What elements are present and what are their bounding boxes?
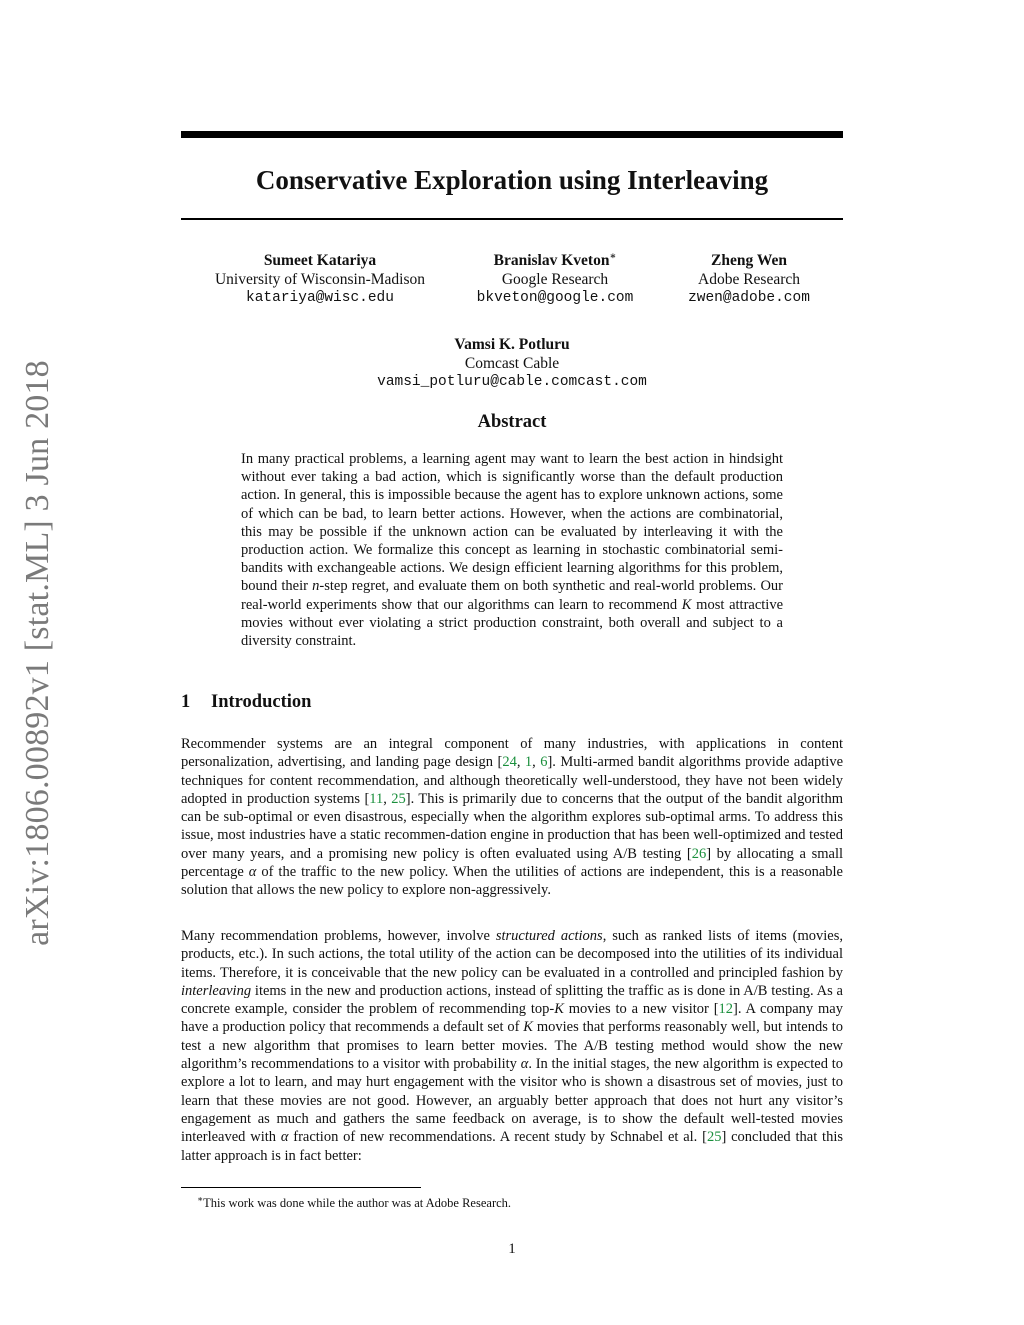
paper-title: Conservative Exploration using Interleaving	[255, 165, 769, 195]
section-number: 1	[181, 692, 191, 712]
author-block	[312, 335, 712, 392]
section-heading	[181, 692, 311, 713]
footnote-marker[interactable]: ∗	[609, 250, 617, 262]
citation-link[interactable]: 24	[502, 754, 517, 771]
abstract-heading: Abstract	[477, 412, 547, 432]
arxiv-identifier: arXiv:1806.00892v1 [stat.ML] 3 Jun 2018	[19, 359, 56, 946]
author-name: Sumeet Katariya	[263, 252, 377, 269]
author-block	[455, 251, 655, 308]
citation-link[interactable]: 11	[369, 790, 384, 807]
author-block	[190, 251, 450, 308]
arxiv-sidebar	[8, 350, 68, 955]
footnote-marker: ∗	[197, 1194, 204, 1204]
citation-link[interactable]: 25	[391, 790, 406, 807]
section-title: Introduction	[211, 692, 312, 712]
citation-link[interactable]: 12	[718, 1001, 734, 1018]
citation-link[interactable]: 25	[706, 1129, 722, 1146]
abstract-text: In many practical problems, a learning agent may want to learn the best action in hindsight without ever taking a bad action, which is significantly worse than the default production action. In general, this is impossible because the agent has to explore unknown actions, some of which can be bad, to learn better actions. However, when the actions are combinatorial, this may be possible if the unknown action can be evaluated by interleaving it with the production action. We formalize this concept as learning in stochastic combinatorial semi-bandits with exchangeable actions. We design efficient learning algorithms for this problem, bound their n-step regret, and evaluate them on both synthetic and real-world problems. Our real-world experiments show that our algorithms can learn to recommend K most attractive movies without ever violating a strict production constraint, both overall and subject to a diversity constraint.	[241, 451, 784, 650]
author-affiliation: Adobe Research	[698, 271, 800, 288]
body-paragraph: Recommender systems are an integral component of many industries, with applications in content personalization, advertising, and landing page design [24, 1, 6]. Multi-armed bandit algorithms provide adaptive techniques for content recommendation, and although theoretically well-understood, they have not been widely adopted in production systems [11, 25]. This is primarily due to concerns that the output of the bandit algorithm can be sub-optimal or even disastrous, especially when the algorithm explores sub-optimal arms. To address this issue, most industries have a static recommen-dation engine in production that has been well-optimized and tested over many years, and a promising new policy is often evaluated using A/B testing [26] by allocating a small percentage α of the traffic to the new policy. When the utilities of actions are independent, this is a reasonable solution that allows the new policy to explore non-aggressively.	[181, 736, 844, 899]
body-paragraph: Many recommendation problems, however, involve structured actions, such as ranked lists of items (movies, products, etc.). In such actions, the total utility of the action can be decomposed into the utilities of its individual items. Therefore, it is conceivable that the new policy can be evaluated in a controlled and principled fashion by interleaving items in the new and production actions, instead of splitting the traffic as is done in A/B testing. As a concrete example, consider the problem of recommending top-K movies to a new visitor [12]. A company may have a production policy that recommends a default set of K movies that performs reasonably well, but intends to test a new algorithm that promises to learn better movies. The A/B testing method would show the new algorithm’s recommendations to a visitor with probability α. In the initial stages, the new algorithm is expected to explore a lot to learn, and may hurt engagement with the visitor who is shown a disastrous set of movies, just to learn that these movies are not good. However, an arguably better approach that does not hurt any visitor’s engagement as much and gathers the same feedback on average, is to show the default well-tested movies interleaved with α fraction of new recommendations. A recent study by Schnabel et al. [25] concluded that this latter approach is in fact better:	[181, 928, 844, 1164]
footnote	[197, 1192, 511, 1211]
author-block	[665, 251, 833, 308]
citation-link[interactable]: 1	[524, 754, 533, 771]
page-number: 1	[508, 1241, 516, 1257]
author-name: Branislav Kveton	[493, 252, 610, 269]
author-email[interactable]: katariya@wisc.edu	[246, 290, 394, 306]
author-affiliation: Google Research	[501, 271, 609, 288]
title-bottom-rule	[181, 218, 843, 220]
footnote-rule	[181, 1187, 421, 1188]
author-affiliation: University of Wisconsin-Madison	[214, 271, 426, 288]
author-email[interactable]: bkveton@google.com	[476, 290, 634, 306]
author-affiliation: Comcast Cable	[464, 355, 560, 372]
author-name: Zheng Wen	[711, 252, 787, 269]
footnote-text: This work was done while the author was at Adobe Research.	[203, 1196, 512, 1211]
author-email[interactable]: zwen@adobe.com	[688, 290, 810, 306]
citation-link[interactable]: 6	[540, 754, 548, 771]
citation-link[interactable]: 26	[691, 845, 707, 862]
author-email[interactable]: vamsi_potluru@cable.comcast.com	[377, 374, 647, 390]
title-top-rule	[181, 131, 843, 138]
author-name: Vamsi K. Potluru	[454, 336, 570, 353]
